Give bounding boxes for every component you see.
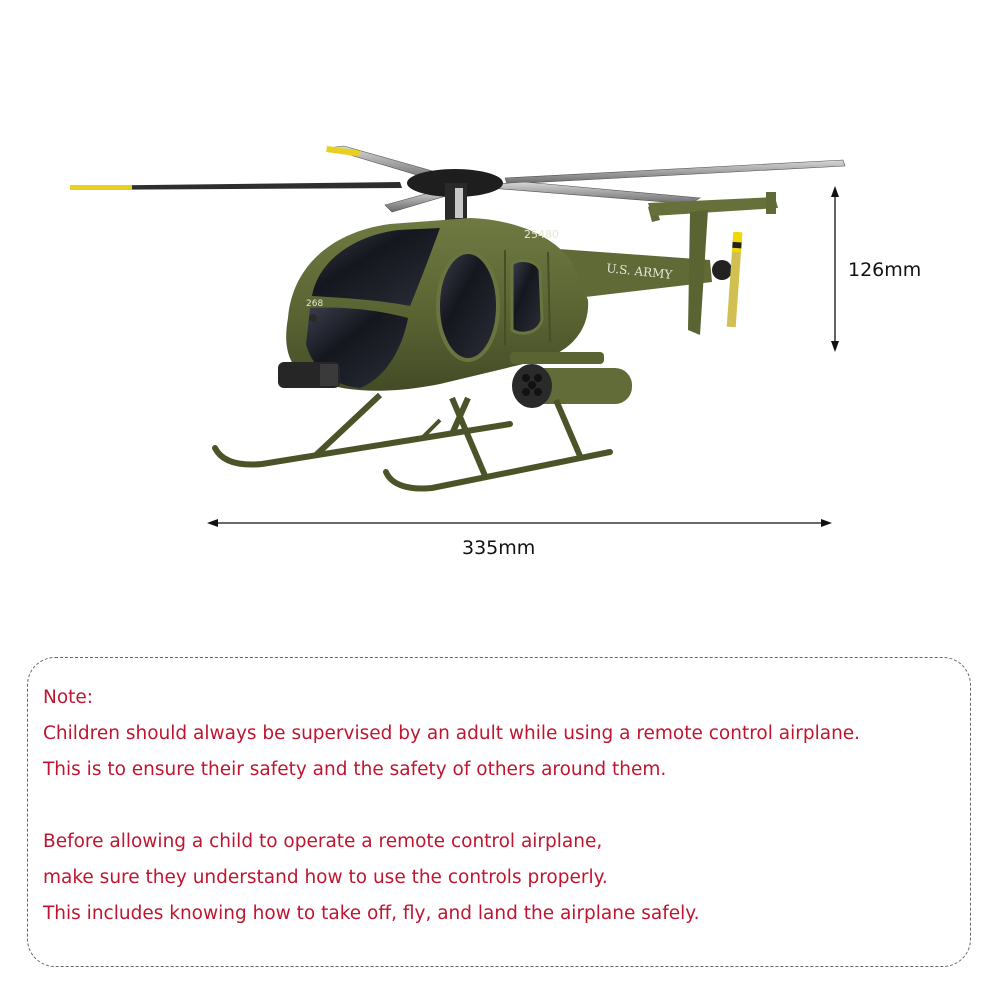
rotor-blade-right — [505, 160, 845, 184]
side-window — [438, 252, 498, 360]
note-line: This includes knowing how to take off, fly, and land the airplane safely. — [43, 903, 700, 924]
rotor-tip-left — [70, 185, 132, 190]
note-line: Before allowing a child to operate a remote control airplane, — [43, 831, 603, 852]
height-dimension-label: 126mm — [848, 259, 922, 281]
safety-note-box — [27, 657, 971, 967]
width-dimension-label: 335mm — [462, 537, 536, 559]
skid-right — [386, 452, 610, 488]
landing-skids — [215, 395, 610, 488]
note-line: This is to ensure their safety and the safety of others around them. — [43, 759, 667, 780]
note-line: make sure they understand how to use the controls properly. — [43, 867, 608, 888]
tail-number-marking: 25480 — [524, 228, 559, 241]
tail-boom-marking: U.S. ARMY — [605, 261, 673, 282]
tail-rotor-hub — [712, 260, 732, 280]
safety-note-text — [43, 680, 860, 932]
main-rotor — [70, 146, 845, 223]
note-line: Children should always be supervised by an adult while using a remote control airplane. — [43, 723, 861, 744]
rear-window — [512, 261, 542, 334]
height-dimension-arrow — [831, 186, 839, 352]
nose-number-marking: 268 — [306, 299, 324, 309]
note-paragraph-gap — [43, 788, 860, 824]
note-title: Note: — [43, 687, 94, 708]
width-dimension-arrow — [207, 519, 832, 527]
